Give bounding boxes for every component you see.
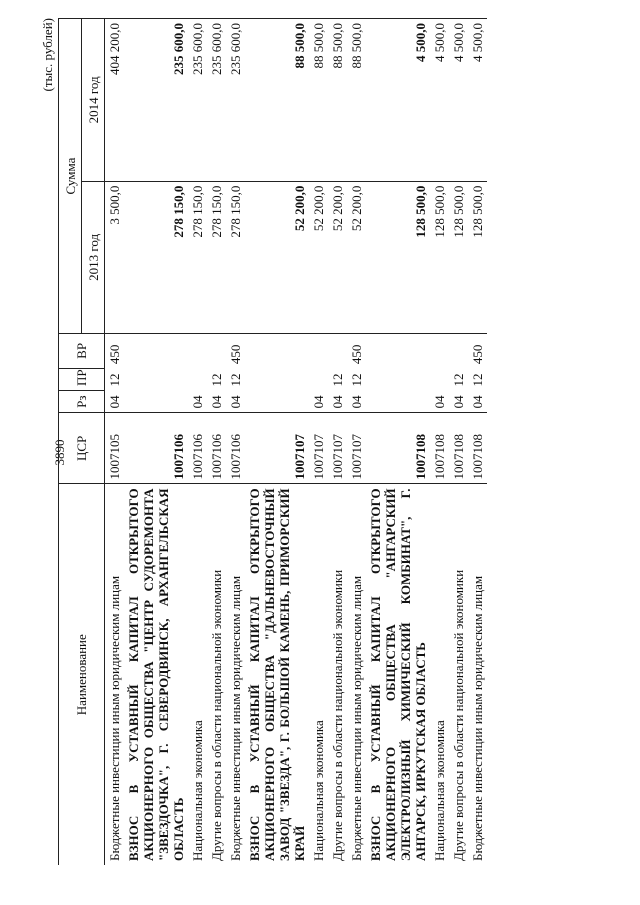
- cell-name: Национальная экономика: [309, 484, 328, 865]
- cell-name: Национальная экономика: [430, 484, 449, 865]
- cell-vr: [245, 334, 309, 369]
- cell-pr: [245, 368, 309, 390]
- cell-name: Национальная экономика: [188, 484, 207, 865]
- table-row: [430, 19, 449, 866]
- cell-csr: 1007107: [245, 413, 309, 484]
- table-row: [124, 19, 188, 866]
- cell-rz: 04: [228, 395, 243, 409]
- table-row: [105, 19, 125, 866]
- cell-2013: 52 200,0: [245, 181, 309, 333]
- cell-2014: 4 500,0: [449, 19, 468, 182]
- cell-pr: 12: [228, 373, 243, 387]
- cell-csr: 1007106: [124, 413, 188, 484]
- header-rz: Рз: [59, 390, 105, 412]
- cell-2013: 278 150,0: [124, 181, 188, 333]
- cell-name: ВЗНОС В УСТАВНЫЙ КАПИТАЛ ОТКРЫТОГО АКЦИОНЕРНОГО ОБЩЕСТВА "АНГАРСКИЙ ЭЛЕКТРОЛИЗНЫЙ ХИМИЧЕСКИЙ КОМБИНАТ", Г. АНГАРСК, ИРКУТСКАЯ ОБЛАСТЬ: [366, 484, 430, 865]
- cell-2014: 235 600,0: [207, 19, 226, 182]
- cell-vr: [366, 334, 430, 369]
- cell-vr: [309, 334, 328, 369]
- cell-rz: [366, 390, 430, 412]
- header-year-2013: 2013 год: [82, 181, 105, 333]
- table-row: [207, 19, 226, 866]
- cell-2013: 52 200,0: [309, 181, 328, 333]
- cell-2014: 88 500,0: [245, 19, 309, 182]
- cell-pr: [430, 368, 449, 390]
- header-pr: ПР: [59, 368, 105, 390]
- table-row: [309, 19, 328, 866]
- cell-name: Бюджетные инвестиции иным юридическим лицам: [468, 484, 487, 865]
- cell-vr: 450: [226, 334, 245, 369]
- cell-2014: 404 200,0: [105, 19, 125, 182]
- header-csr: ЦСР: [59, 413, 105, 484]
- cell-csr: 1007108: [366, 413, 430, 484]
- cell-name: ВЗНОС В УСТАВНЫЙ КАПИТАЛ ОТКРЫТОГО АКЦИОНЕРНОГО ОБЩЕСТВА "ЦЕНТР СУДОРЕМОНТА "ЗВЕЗДОЧКА", Г. СЕВЕРОДВИНСК, АРХАНГЕЛЬСКАЯ ОБЛАСТЬ: [124, 484, 188, 865]
- cell-csr: 1007106: [207, 413, 226, 484]
- cell-2014: 235 600,0: [124, 19, 188, 182]
- cell-name: Другие вопросы в области национальной экономики: [449, 484, 468, 865]
- cell-vr: [328, 334, 347, 369]
- cell-vr: [449, 334, 468, 369]
- cell-2013: 128 500,0: [430, 181, 449, 333]
- cell-rz: 04: [349, 395, 364, 409]
- cell-pr: 12: [330, 373, 345, 387]
- cell-rz: [245, 390, 309, 412]
- table-row: [188, 19, 207, 866]
- cell-2014: 4 500,0: [430, 19, 449, 182]
- cell-vr: [188, 334, 207, 369]
- table-row: [366, 19, 430, 866]
- cell-csr: 1007107: [328, 413, 347, 484]
- cell-2014: 88 500,0: [347, 19, 366, 182]
- cell-2013: 128 500,0: [449, 181, 468, 333]
- cell-csr: 1007105: [105, 413, 125, 484]
- cell-pr: 12: [209, 373, 224, 387]
- budget-table: [58, 18, 487, 865]
- header-row: [59, 19, 82, 866]
- cell-vr: 450: [105, 334, 125, 369]
- cell-2013: 278 150,0: [188, 181, 207, 333]
- cell-pr: [124, 368, 188, 390]
- cell-2013: 278 150,0: [207, 181, 226, 333]
- cell-rz: 04: [311, 395, 326, 409]
- cell-2014: 4 500,0: [366, 19, 430, 182]
- table-row: [449, 19, 468, 866]
- cell-vr: 450: [347, 334, 366, 369]
- cell-vr: [430, 334, 449, 369]
- cell-pr: 12: [451, 373, 466, 387]
- table-row: [226, 19, 245, 866]
- units-note: (тыс. рублей): [40, 18, 55, 92]
- table-row: [347, 19, 366, 866]
- cell-2013: 278 150,0: [226, 181, 245, 333]
- header-name: Наименование: [59, 484, 105, 865]
- cell-pr: 12: [470, 373, 485, 387]
- cell-rz: 04: [107, 395, 122, 409]
- cell-2013: 52 200,0: [328, 181, 347, 333]
- cell-pr: [366, 368, 430, 390]
- header-vr: ВР: [59, 334, 105, 369]
- cell-2013: 52 200,0: [347, 181, 366, 333]
- cell-2014: 4 500,0: [468, 19, 487, 182]
- cell-pr: [188, 368, 207, 390]
- cell-rz: 04: [190, 395, 205, 409]
- cell-2014: 235 600,0: [188, 19, 207, 182]
- cell-2013: 3 500,0: [105, 181, 125, 333]
- cell-name: Бюджетные инвестиции иным юридическим лицам: [347, 484, 366, 865]
- cell-name: Другие вопросы в области национальной экономики: [328, 484, 347, 865]
- cell-2013: 128 500,0: [366, 181, 430, 333]
- table-row: [468, 19, 487, 866]
- cell-vr: 450: [468, 334, 487, 369]
- cell-rz: 04: [209, 395, 224, 409]
- cell-csr: 1007107: [309, 413, 328, 484]
- table-row: [328, 19, 347, 866]
- cell-rz: 04: [330, 395, 345, 409]
- cell-csr: 1007106: [188, 413, 207, 484]
- cell-pr: 12: [349, 373, 364, 387]
- cell-2014: 88 500,0: [309, 19, 328, 182]
- cell-name: Бюджетные инвестиции иным юридическим лицам: [226, 484, 245, 865]
- cell-rz: 04: [432, 395, 447, 409]
- cell-rz: [124, 390, 188, 412]
- cell-csr: 1007108: [430, 413, 449, 484]
- cell-csr: 1007108: [449, 413, 468, 484]
- header-year-2014: 2014 год: [82, 19, 105, 182]
- cell-vr: [207, 334, 226, 369]
- cell-2014: 88 500,0: [328, 19, 347, 182]
- page-number: 3890: [52, 439, 67, 466]
- cell-name: Бюджетные инвестиции иным юридическим лицам: [105, 484, 125, 865]
- cell-2013: 128 500,0: [468, 181, 487, 333]
- cell-pr: [309, 368, 328, 390]
- cell-rz: 04: [451, 395, 466, 409]
- cell-csr: 1007108: [468, 413, 487, 484]
- cell-csr: 1007106: [226, 413, 245, 484]
- cell-name: Другие вопросы в области национальной экономики: [207, 484, 226, 865]
- cell-vr: [124, 334, 188, 369]
- cell-csr: 1007107: [347, 413, 366, 484]
- cell-pr: 12: [107, 373, 122, 387]
- table-row: [245, 19, 309, 866]
- cell-2014: 235 600,0: [226, 19, 245, 182]
- cell-name: ВЗНОС В УСТАВНЫЙ КАПИТАЛ ОТКРЫТОГО АКЦИОНЕРНОГО ОБЩЕСТВА "ДАЛЬНЕВОСТОЧНЫЙ ЗАВОД "ЗВЕЗДА", Г. БОЛЬШОЙ КАМЕНЬ, ПРИМОРСКИЙ КРАЙ: [245, 484, 309, 865]
- cell-rz: 04: [470, 395, 485, 409]
- header-sum: Сумма: [59, 19, 82, 334]
